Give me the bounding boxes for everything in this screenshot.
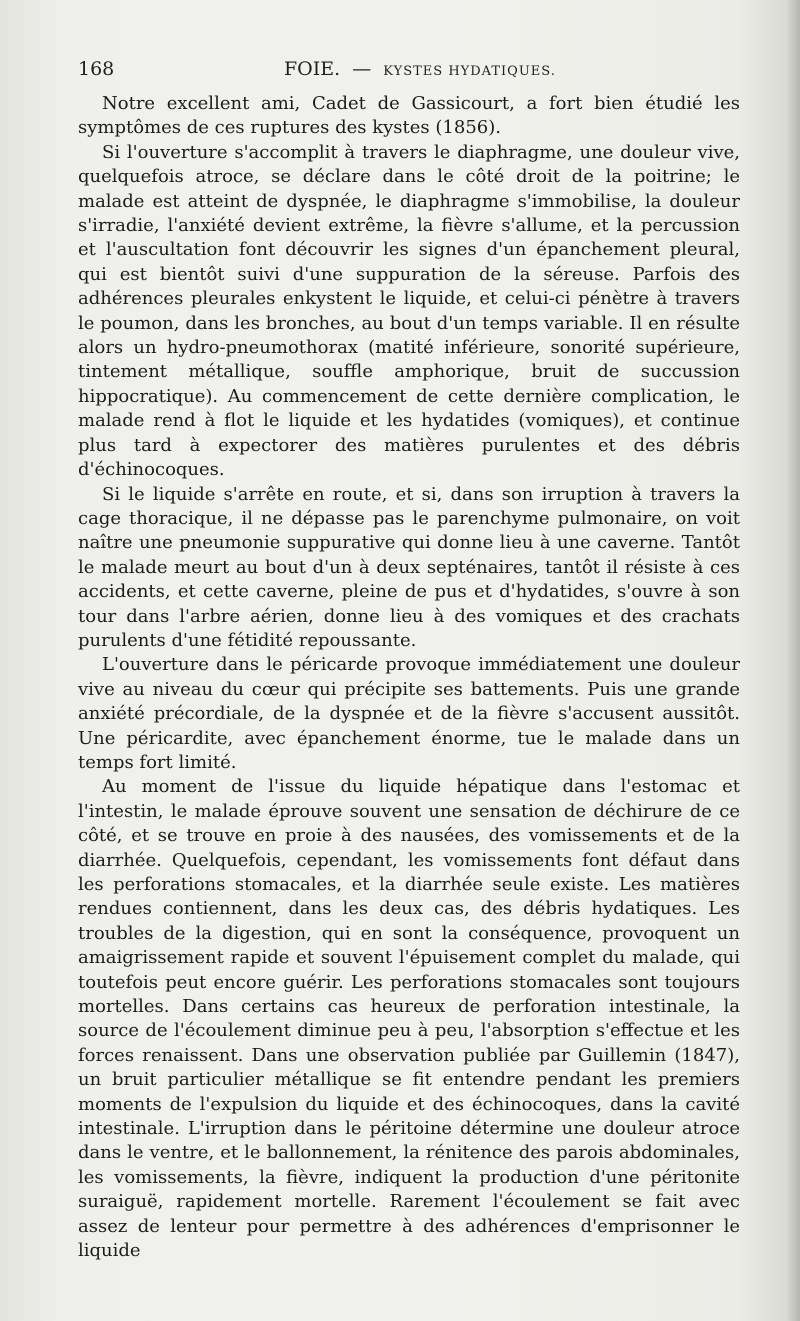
page-number: 168 <box>78 58 115 80</box>
title-dash: — <box>352 58 372 80</box>
paragraph: Au moment de l'issue du liquide hépatique dans l'estomac et l'intestin, le malade éprouve souvent une sensation de déchirure de ce côté, et se trouve en proie à des nausées, des vomissements et de la diarrhée. Quelquefois, cependant, les vomissements font défaut dans les perforations stomacales, et la diarrhée seule existe. Les matières rendues contiennent, dans les deux cas, des débris hydatiques. Les troubles de la digestion, qui en sont la conséquence, provoquent un amaigrissement rapide et souvent l'épuisement complet du malade, qui toutefois peut encore guérir. Les perforations stomacales sont toujours mortelles. Dans certains cas heureux de perforation intestinale, la source de l'écoulement diminue peu à peu, l'absorption s'effectue et les forces renaissent. Dans une observation publiée par Guillemin (1847), un bruit particulier métallique se fit entendre pendant les premiers moments de l'expulsion du liquide et des échinocoques, dans la cavité intestinale. L'irruption dans le péritoine détermine une douleur atroce dans le ventre, et le ballonnement, la rénitence des parois abdominales, les vomissements, la fièvre, indiquent la production d'une péritonite suraiguë, rapidement mortelle. Rarement l'écoulement se fait avec assez de lenteur pour permettre à des adhérences d'emprisonner le liquide <box>78 776 740 1262</box>
body-text <box>78 92 740 1264</box>
paragraph: Si le liquide s'arrête en route, et si, dans son irruption à travers la cage thoracique, il ne dépasse pas le parenchyme pulmonaire, on voit naître une pneumonie suppurative qui donne lieu à une caverne. Tantôt le malade meurt au bout d'un à deux septénaires, tantôt il résiste à ces accidents, et cette caverne, pleine de pus et d'hydatides, s'ouvre à son tour dans l'arbre aérien, donne lieu à des vomiques et des crachats purulents d'une fétidité repoussante. <box>78 483 740 651</box>
paragraph: L'ouverture dans le péricarde provoque immédiatement une douleur vive au niveau du cœur qui précipite ses battements. Puis une grande anxiété précordiale, de la dyspnée et de la fièvre s'accusent aussitôt. Une péricardite, avec épanchement énorme, tue le malade dans un temps fort limité. <box>78 654 740 773</box>
page-edge-shadow <box>786 0 800 1321</box>
paragraph: Notre excellent ami, Cadet de Gassicourt, a fort bien étudié les symptômes de ces ruptures des kystes (1856). <box>78 93 740 139</box>
chapter-name: FOIE. <box>284 58 341 80</box>
paragraph: Si l'ouverture s'accomplit à travers le diaphragme, une douleur vive, quelquefois atroce, se déclare dans le côté droit de la poitrine; le malade est atteint de dyspnée, le diaphragme s'immobilise, la douleur s'irradie, l'anxiété devient extrême, la fièvre s'allume, et la percussion et l'auscultation font découvrir les signes d'un épanchement pleural, qui est bientôt suivi d'une suppuration de la séreuse. Parfois des adhérences pleurales enkystent le liquide, et celui-ci pénètre à travers le poumon, dans les bronches, au bout d'un temps variable. Il en résulte alors un hydro-pneumothorax (matité inférieure, sonorité supérieure, tintement métallique, souffle amphorique, bruit de succussion hippocratique). Au commencement de cette dernière complication, le malade rend à flot le liquide et les hydatides (vomiques), et continue plus tard à expectorer des matières purulentes et des débris d'échinocoques. <box>78 141 740 481</box>
chapter-subtitle: KYSTES HYDATIQUES. <box>383 64 556 79</box>
chapter-title <box>284 58 556 80</box>
running-head <box>78 58 740 88</box>
